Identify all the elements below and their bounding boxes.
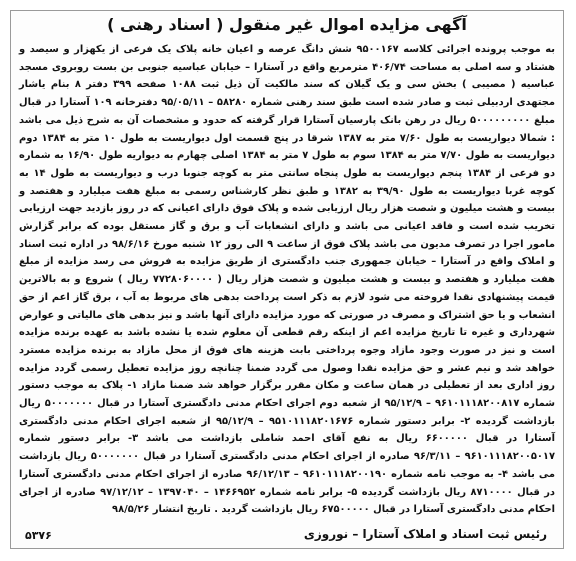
- notice-code: ۵۳۷۶: [25, 529, 52, 542]
- notice-signature: رئیس ثبت اسناد و املاک آستارا – نوروزی: [303, 527, 547, 541]
- notice-title: آگهی مزایده اموال غیر منقول ( اسناد رهنی ): [107, 15, 467, 34]
- notice-body: به موجب پرونده اجرائی کلاسه ۹۵۰۰۱۶۷ شش دانگ عرصه و اعیان خانه پلاک یک فرعی از یکهزار و سیصد و هشتاد و سه اصلی به مساحت ۴۰۶/۷۴ مترمربع واقع در آستارا – خیابان عباسیه جنوبی بن بست روبروی مسجد عباسیه ( مصیبی ) بخش سی و یک گیلان که سند مالکیت آن ذیل ثبت ۱۰۸۸ صفحه ۳۹۹ دفتر ۸ بنام یاشار مجتهدی اردبیلی ثبت و صادر شده است طبق سند رهنی شماره ۵۸۲۸۰ – ۹۵/۰۵/۱۱ دفترخانه ۱۰۹ آستارا در قبال مبلغ ۵۰۰۰۰۰۰۰۰۰ ریال در رهن بانک پارسیان آستارا قرار گرفته که حدود و مشخصات آن به شرح ذیل می باشد : شمالا دیواریست به طول ۷/۶۰ متر به ۱۳۸۷ شرقا در پنج قسمت اول دیواریست به طول ۱۰ متر به ۱۳۸۴ دوم دیواریست به طول ۷/۷۰ متر به ۱۳۸۴ سوم به طول ۷ متر به ۱۳۸۴ اصلی چهارم به دیواریه طول ۱۶/۹۰ به شماره دو فرعی از ۱۳۸۴ پنجم دیواریست به طول پنجاه سانتی متر به کوچه جنوبا درب و دیواریست به طول ۱۴ به کوچه غربا دیواریست به طول ۳۹/۹۰ به ۱۳۸۲ و طبق نظر کارشناس رسمی به مبلغ هفت میلیارد و هفتصد و بیست و هشت میلیون و شصت هزار ریال ارزیابی شده و پلاک فوق دارای اعیانی که در روز بازدید جهت ارزیابی تخریب شده است و فاقد اعیانی می باشد و دارای انشعابات آب و برق و گاز مستقل بوده که برابر گزارش مامور اجرا در تصرف مدیون می باشد پلاک فوق از ساعت ۹ الی روز ۱۲ شنبه مورخ ۹۸/۶/۱۶ در اداره ثبت اسناد و املاک واقع در آستارا – خیابان جمهوری جنب دادگستری از طریق مزایده به فروش می رسد مزایده از مبلغ هفت میلیارد و هفتصد و بیست و هشت میلیون و شصت هزار ریال ( ۷۷۲۸۰۶۰۰۰۰ ریال ) شروع و به بالاترین قیمت پیشنهادی نقدا فروخته می شود لازم به ذکر است پرداخت بدهی های مربوط به آب ، برق گاز اعم از حق انشعاب و یا حق اشتراک و مصرف در صورتی که مورد مزایده دارای آنها باشد و نیز بدهی های مالیاتی و عوارض شهرداری و غیره تا تاریخ مزایده اعم از اینکه رقم قطعی آن معلوم شده یا نشده باشد به عهده برنده مزایده است و نیز در صورت وجود مازاد وجوه پرداختی بابت هزینه های فوق از محل مازاد به برنده مزایده مسترد خواهد شد و نیم عشر و حق مزایده نقدا وصول می گردد ضمنا چنانچه روز مزایده تعطیل رسمی گردد مزایده روز اداری بعد از تعطیلی در همان ساعت و مکان مقرر برگزار خواهد شد ضمنا مازاد ۱- پلاک به موجب دستور شماره ۹۶۱۰۱۱۱۸۲۰۰۸۱۷ – ۹۵/۱۲/۹ از شعبه دوم اجرای احکام مدنی دادگستری آستارا در قبال ۵۰۰۰۰۰۰۰ ریال بازداشت گردیده ۲- برابر دستور شماره ۹۵۱۰۱۱۱۸۲۰۱۶۷۶ – ۹۵/۱۲/۹ از شعبه اجرای احکام مدنی دادگستری آستارا در قبال ۶۶۰۰۰۰۰ ریال به نفع آقای احمد شاملی بازداشت می باشد ۳- برابر دستور شماره ۹۶۱۰۱۱۱۸۲۰۰۵۰۱۷ – ۹۶/۳/۱۱ صادره از اجرای احکام مدنی دادگستری آستارا در قبال ۵۰۰۰۰۰۰۰ ریال بازداشت می باشد ۴- به موجب نامه شماره ۹۶۱۰۱۱۱۸۲۰۰۱۹۰ – ۹۶/۱۲/۱۳ صادره از اجرای احکام مدنی دادگستری آستارا در قبال ۸۷۱۰۰۰۰ ریال بازداشت گردیده ۵- برابر نامه شماره ۱۴۶۶۹۵۲ – ۱۳۹۷۰۴۰ – ۹۷/۱۲/۱۲ صادره از اجرای احکام مدنی دادگستری آستارا در قبال ۶۷۵۰۰۰۰۰ ریال بازداشت گردید . تاریخ انتشار ۹۸/۵/۲۶: [19, 44, 556, 516]
- notice-frame: [10, 10, 564, 549]
